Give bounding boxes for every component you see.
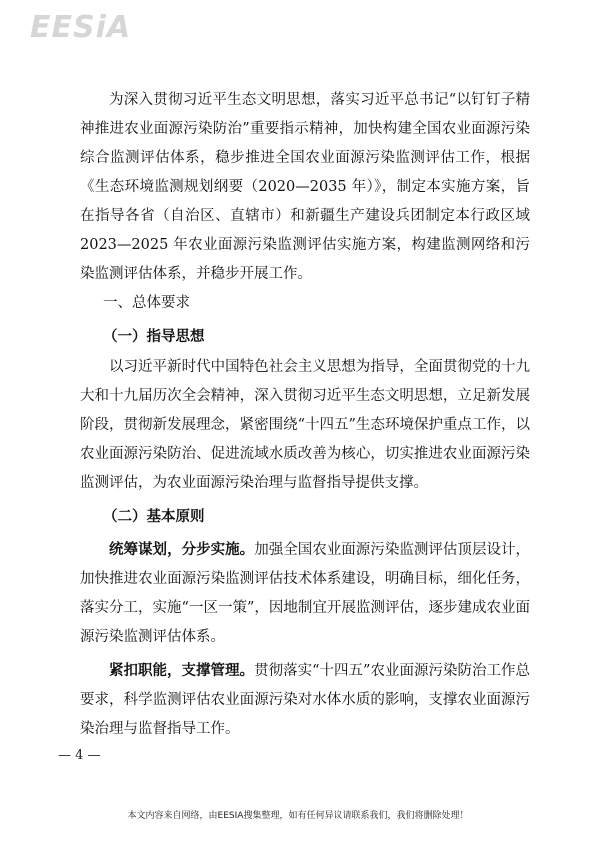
- subsection-heading-basic-principles: （二）基本原则: [103, 508, 205, 525]
- principle-paragraph-2: [80, 656, 530, 744]
- principle-1-lead: 统筹谋划，分步实施。: [109, 541, 255, 558]
- principle-2-lead: 紧扣职能，支撑管理。: [109, 662, 255, 679]
- guiding-ideology-paragraph: 以习近平新时代中国特色社会主义思想为指导，全面贯彻党的十九大和十九届历次全会精神，深入贯彻习近平生态文明思想，立足新发展阶段，贯彻新发展理念，紧密围绕“十四五”生态环境保护重点工作，以农业面源污染防治、促进流域水质改善为核心，切实推进农业面源污染监测评估，为农业面源污染治理与监督指导提供支撑。: [80, 359, 530, 491]
- page-number: — 4 —: [58, 748, 101, 763]
- section-heading-general-requirements: 一、总体要求: [103, 295, 190, 311]
- intro-paragraph: 为深入贯彻习近平生态文明思想，落实习近平总书记“以钉钉子精神推进农业面源污染防治”重要指示精神，加快构建全国农业面源污染综合监测评估体系，稳步推进全国农业面源污染监测评估工作，根据《生态环境监测规划纲要（2020—2035 年）》，制定本实施方案，旨在指导各省（自治区、直辖市）和新疆生产建设兵团制定本行政区域 2023—2025 年农业面源污染监测评估实施方案，构建监测网络和污染监测评估体系，并稳步开展工作。: [80, 92, 530, 282]
- principle-paragraph-1: [80, 535, 530, 652]
- principle-2-body: 贯彻落实“十四五”农业面源污染防治工作总要求，科学监测评估农业面源污染对水体水质的影响，支撑农业面源污染治理与监督指导工作。: [80, 663, 530, 737]
- principle-1-body: 加强全国农业面源污染监测评估顶层设计，加快推进农业面源污染监测评估技术体系建设，明确目标，细化任务，落实分工，实施“一区一策”，因地制宜开展监测评估，逐步建成农业面源污染监测评估体系。: [80, 542, 531, 645]
- document-body: [80, 86, 530, 744]
- subsection-heading-guiding-ideology: （一）指导思想: [103, 328, 205, 345]
- footer-disclaimer: 本文内容来自网络，由EESIA搜集整理，如有任何异议请联系我们，我们将删除处理！: [127, 811, 469, 821]
- eesia-logo: EESiA: [30, 10, 132, 45]
